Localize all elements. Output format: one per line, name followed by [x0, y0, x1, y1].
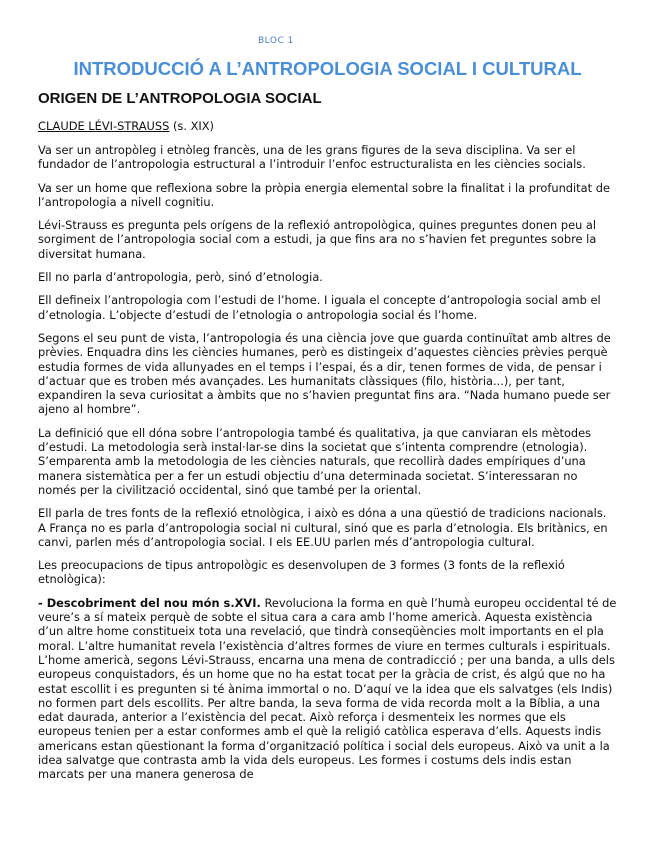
paragraph: Lévi-Strauss es pregunta pels orígens de la reflexió antropològica, quines preguntes donen peu al sorgiment de l’antropologia social com a estudi, ja que fins ara no s’havien fet preguntes sobre la diversitat humana.	[38, 218, 597, 261]
section-heading: ORIGEN DE L’ANTROPOLOGIA SOCIAL	[38, 90, 322, 107]
header-label: BLOC 1	[258, 36, 294, 46]
page-title: INTRODUCCIÓ A L’ANTROPOLOGIA SOCIAL I CULTURAL	[73, 58, 582, 79]
discovery-text: Revoluciona la forma en què l’humà europeu occidental té de veure’s a sí mateix perquè de sobte el situa cara a cara amb l’home americà. Aquesta existència d’un altre home constitueix tota una revelació, que tindrà conseqüències molt importants en el pla moral. L’altre humanitat revela l’existència d’altres formes de viure en termes culturals i espirituals. L’home americà, segons Lévi-Strauss, encarna una mena de contradicció ; per una banda, a ulls dels europeus conquistadors, és un home que no ha estat tocat per la gràcia de crist, és algú que no ha estat escollit i es pregunten si té ànima immortal o no. D’aquí ve la idea que els salvatges (els Indis) no formen part dels escollits. Per altre banda, la seva forma de vida recorda molt a la Bíblia, a una edat daurada, anterior a l’existència del pecat. Això reforça i desmenteix les normes que els europeus tenien per a estar conformes amb el què la religió catòlica esperava d’ells. Aquests indis americans estan qüestionant la forma d’organització política i social dels europeus. Això va unit a la idea salvatge que contrasta amb la vida dels europeus. Les formes i costums dels indis estan marcats per una manera generosa de	[38, 595, 617, 782]
paragraph: Va ser un home que reflexiona sobre la pròpia energia elemental sobre la finalitat i la profunditat de l’antropologia a nivell cognitiu.	[38, 180, 610, 209]
discovery-heading: - Descobriment del nou món s.XVI.	[38, 595, 261, 610]
paragraph: Ell parla de tres fonts de la reflexió etnològica, i això es dóna a una qüestió de tradicions nacionals. A França no es parla d’antropologia social ni cultural, sinó que es parla d’etnologia. Els britànics, en canvi, parlen més d’antropologia social. I els EE.UU parlen més d’antropologia cultural.	[38, 506, 608, 549]
paragraph: La definició que ell dóna sobre l’antropologia també és qualitativa, ja que canviaran els mètodes d’estudi. La metodologia serà instal·lar-se dins la societat que s’intenta comprendre (etnologia). S’emparenta amb la metodologia de les ciències naturals, que recollirà dades empíriques d’una manera sistemàtica per a fer un estudi objectiu d’una determinada societat. S’interessaran no només per la civilització occidental, sinó que també per la oriental.	[38, 425, 592, 497]
paragraph: Va ser un antropòleg i etnòleg francès, una de les grans figures de la seva disciplina. Va ser el fundador de l’antropologia estructural a l’introduir l’enfoc estructuralista en les ciències socials.	[38, 143, 586, 172]
paragraph: Ell defineix l’antropologia com l’estudi de l’home. I iguala el concepte d’antropologia social amb el d’etnologia. L’objecte d’estudi de l’etnologia o antropologia social és l’home.	[38, 293, 601, 322]
paragraph: Segons el seu punt de vista, l’antropologia és una ciència jove que guarda continuïtat amb altres de prèvies. Enquadra dins les ciències humanes, però es distingeix d’aquestes ciències prèvies perquè estudia formes de vida allunyades en el temps i l’espai, és a dir, tenen formes de vida, de pensar i d’actuar que es troben més avançades. Les humanitats clàssiques (filo, història...), per tant, expandiren la seva curiositat a àmbits que no s’havien preguntat fins ara. “Nada humano puede ser ajeno al hombre”.	[38, 330, 611, 417]
paragraph: Ell no parla d’antropologia, però, sinó d’etnologia.	[38, 270, 323, 285]
discovery-paragraph	[38, 596, 617, 782]
author-century: (s. XIX)	[172, 119, 214, 133]
paragraph: Les preocupacions de tipus antropològic es desenvolupen de 3 formes (3 fonts de la reflexió etnològica):	[38, 558, 565, 587]
author-line	[38, 119, 617, 133]
author-name: CLAUDE LÉVI-STRAUSS	[38, 119, 170, 133]
